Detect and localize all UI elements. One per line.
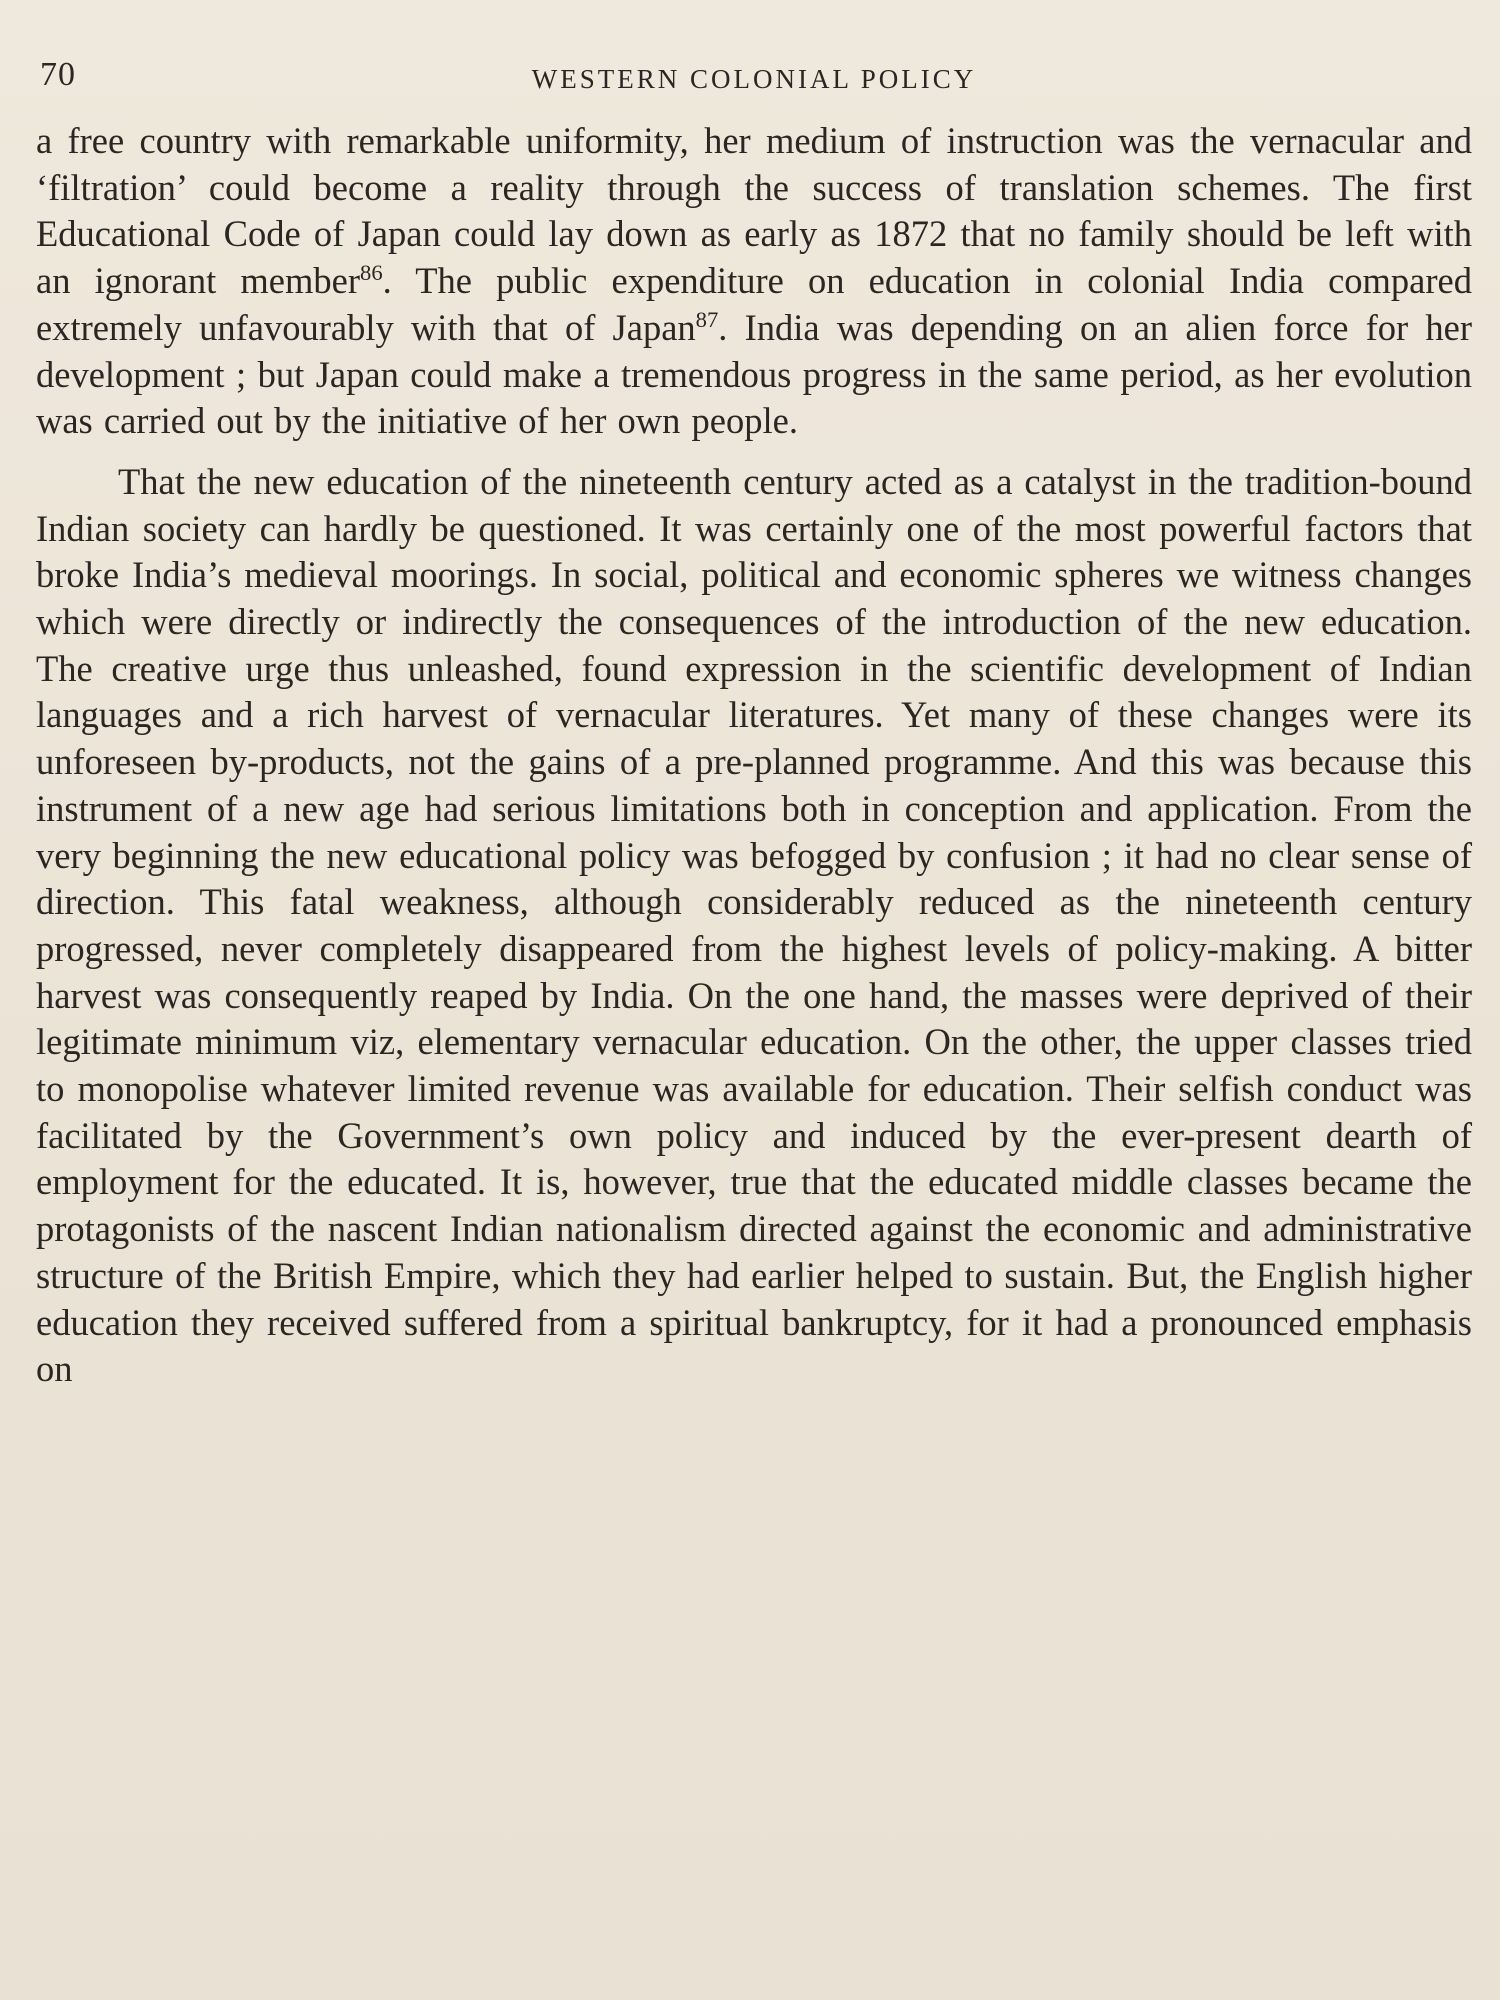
page-header [36,56,1472,96]
footnote-ref-87: 87 [695,306,719,332]
paragraph-1-text-b: . The public expenditure on education in colonial India compared extremely unfavourably with that of Japan [36,260,1472,348]
paragraph-1 [36,118,1472,445]
body-text [36,118,1472,1393]
paragraph-1-text-a: a free country with remarkable uniformity, her medium of instruction was the vernacular and ‘filtration’ could become a reality through the success of translation schemes. The first Educational Code of Japan could lay down as early as 1872 that no family should be left with an ignorant member [36,120,1472,302]
page-number: 70 [40,56,76,93]
running-head: WESTERN COLONIAL POLICY [531,64,977,94]
paragraph-1-text-c: . India was depending on an alien force for her development ; but Japan could make a tremendous progress in the same period, as her evolution was carried out by the initiative of her own people. [36,306,1472,442]
footnote-ref-86: 86 [360,259,383,285]
paragraph-2: That the new education of the nineteenth century acted as a catalyst in the tradition-bound Indian society can hardly be questioned. It was certainly one of the most powerful factors that broke India’s medieval moorings. In social, political and economic spheres we witness changes which were directly or indirectly the consequences of the introduction of the new education. The creative urge thus unleashed, found expression in the scientific development of Indian languages and a rich harvest of vernacular literatures. Yet many of these changes were its unforeseen by-products, not the gains of a pre-planned programme. And this was because this instrument of a new age had serious limitations both in conception and application. From the very beginning the new educational policy was befogged by confusion ; it had no clear sense of direction. This fatal weakness, although considerably reduced as the nineteenth century progressed, never completely disappeared from the highest levels of policy-making. A bitter harvest was consequently reaped by India. On the one hand, the masses were deprived of their legitimate minimum viz, elementary vernacular education. On the other, the upper classes tried to monopolise whatever limited revenue was available for education. Their selfish conduct was facilitated by the Government’s own policy and induced by the ever-present dearth of employment for the educated. It is, however, true that the educated middle classes became the protagonists of the nascent Indian nationalism directed against the economic and administrative structure of the British Empire, which they had earlier helped to sustain. But, the English higher education they received suffered from a spiritual bankruptcy, for it had a pronounced emphasis on [36,460,1472,1390]
